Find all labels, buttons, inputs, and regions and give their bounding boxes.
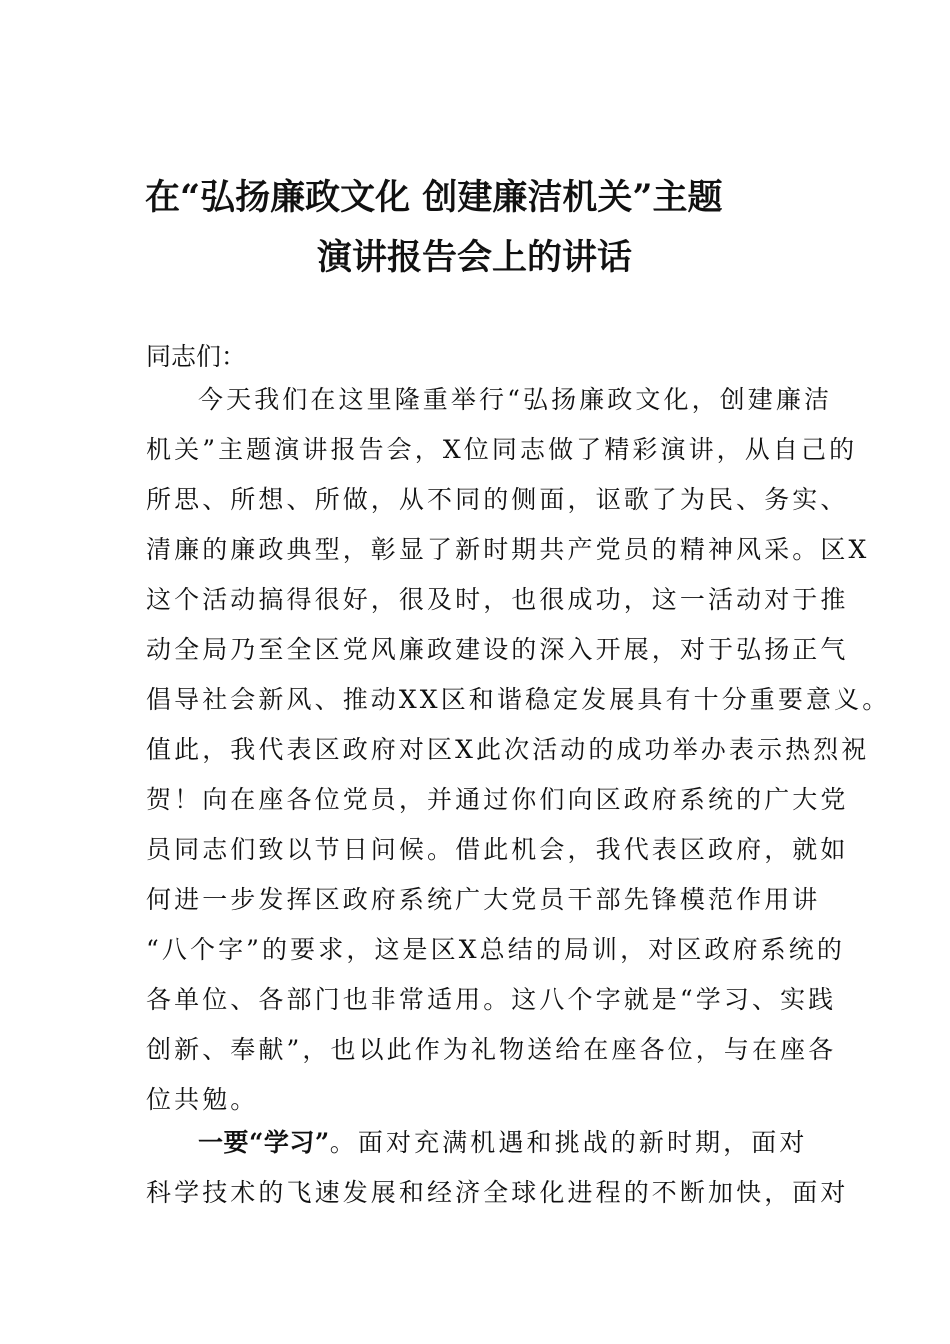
paragraph-line: 清廉的廉政典型，彰显了新时期共产党员的精神风采。区X	[146, 535, 870, 564]
paragraph-line-text: 。面对充满机遇和挑战的新时期，面对	[329, 1128, 808, 1157]
paragraph-line: 位共勉。	[146, 1085, 259, 1114]
paragraph-line: 何进一步发挥区政府系统广大党员干部先锋模范作用讲	[146, 885, 821, 914]
paragraph-line: 动全局乃至全区党风廉政建设的深入开展，对于弘扬正气	[146, 635, 849, 664]
paragraph-line: 科学技术的飞速发展和经济全球化进程的不断加快，面对	[146, 1178, 849, 1207]
paragraph-line	[146, 1118, 866, 1168]
paragraph-line: 值此，我代表区政府对区X此次活动的成功举办表示热烈祝	[146, 735, 870, 764]
paragraph-line: 各单位、各部门也非常适用。这八个字就是“学习、实践	[146, 985, 837, 1014]
paragraph-line: “八个字”的要求，这是区X总结的局训，对区政府系统的	[146, 935, 845, 964]
paragraph-1	[146, 375, 891, 1125]
paragraph-line: 机关”主题演讲报告会，X位同志做了精彩演讲，从自己的	[146, 435, 858, 464]
paragraph-line: 今天我们在这里隆重举行“弘扬廉政文化，创建廉洁	[198, 385, 833, 414]
paragraph-line: 贺！向在座各位党员，并通过你们向区政府系统的广大党	[146, 785, 849, 814]
paragraph-line: 员同志们致以节日问候。借此机会，我代表区政府，就如	[146, 835, 849, 864]
salutation: 同志们：	[146, 342, 247, 371]
paragraph-line: 倡导社会新风、推动XX区和谐稳定发展具有十分重要意义。	[146, 685, 891, 714]
paragraph-line: 所思、所想、所做，从不同的侧面，讴歌了为民、务实、	[146, 485, 849, 514]
title-line-1: 在“弘扬廉政文化 创建廉洁机关”主题	[145, 177, 723, 218]
paragraph-line: 这个活动搞得很好，很及时，也很成功，这一活动对于推	[146, 585, 849, 614]
paragraph-2	[146, 1118, 866, 1218]
document-title	[145, 168, 825, 288]
title-line-2: 演讲报告会上的讲话	[317, 237, 633, 278]
section-lead-heading: 一要“学习”	[198, 1128, 330, 1157]
paragraph-line: 创新、奉献”，也以此作为礼物送给在座各位，与在座各	[146, 1035, 837, 1064]
